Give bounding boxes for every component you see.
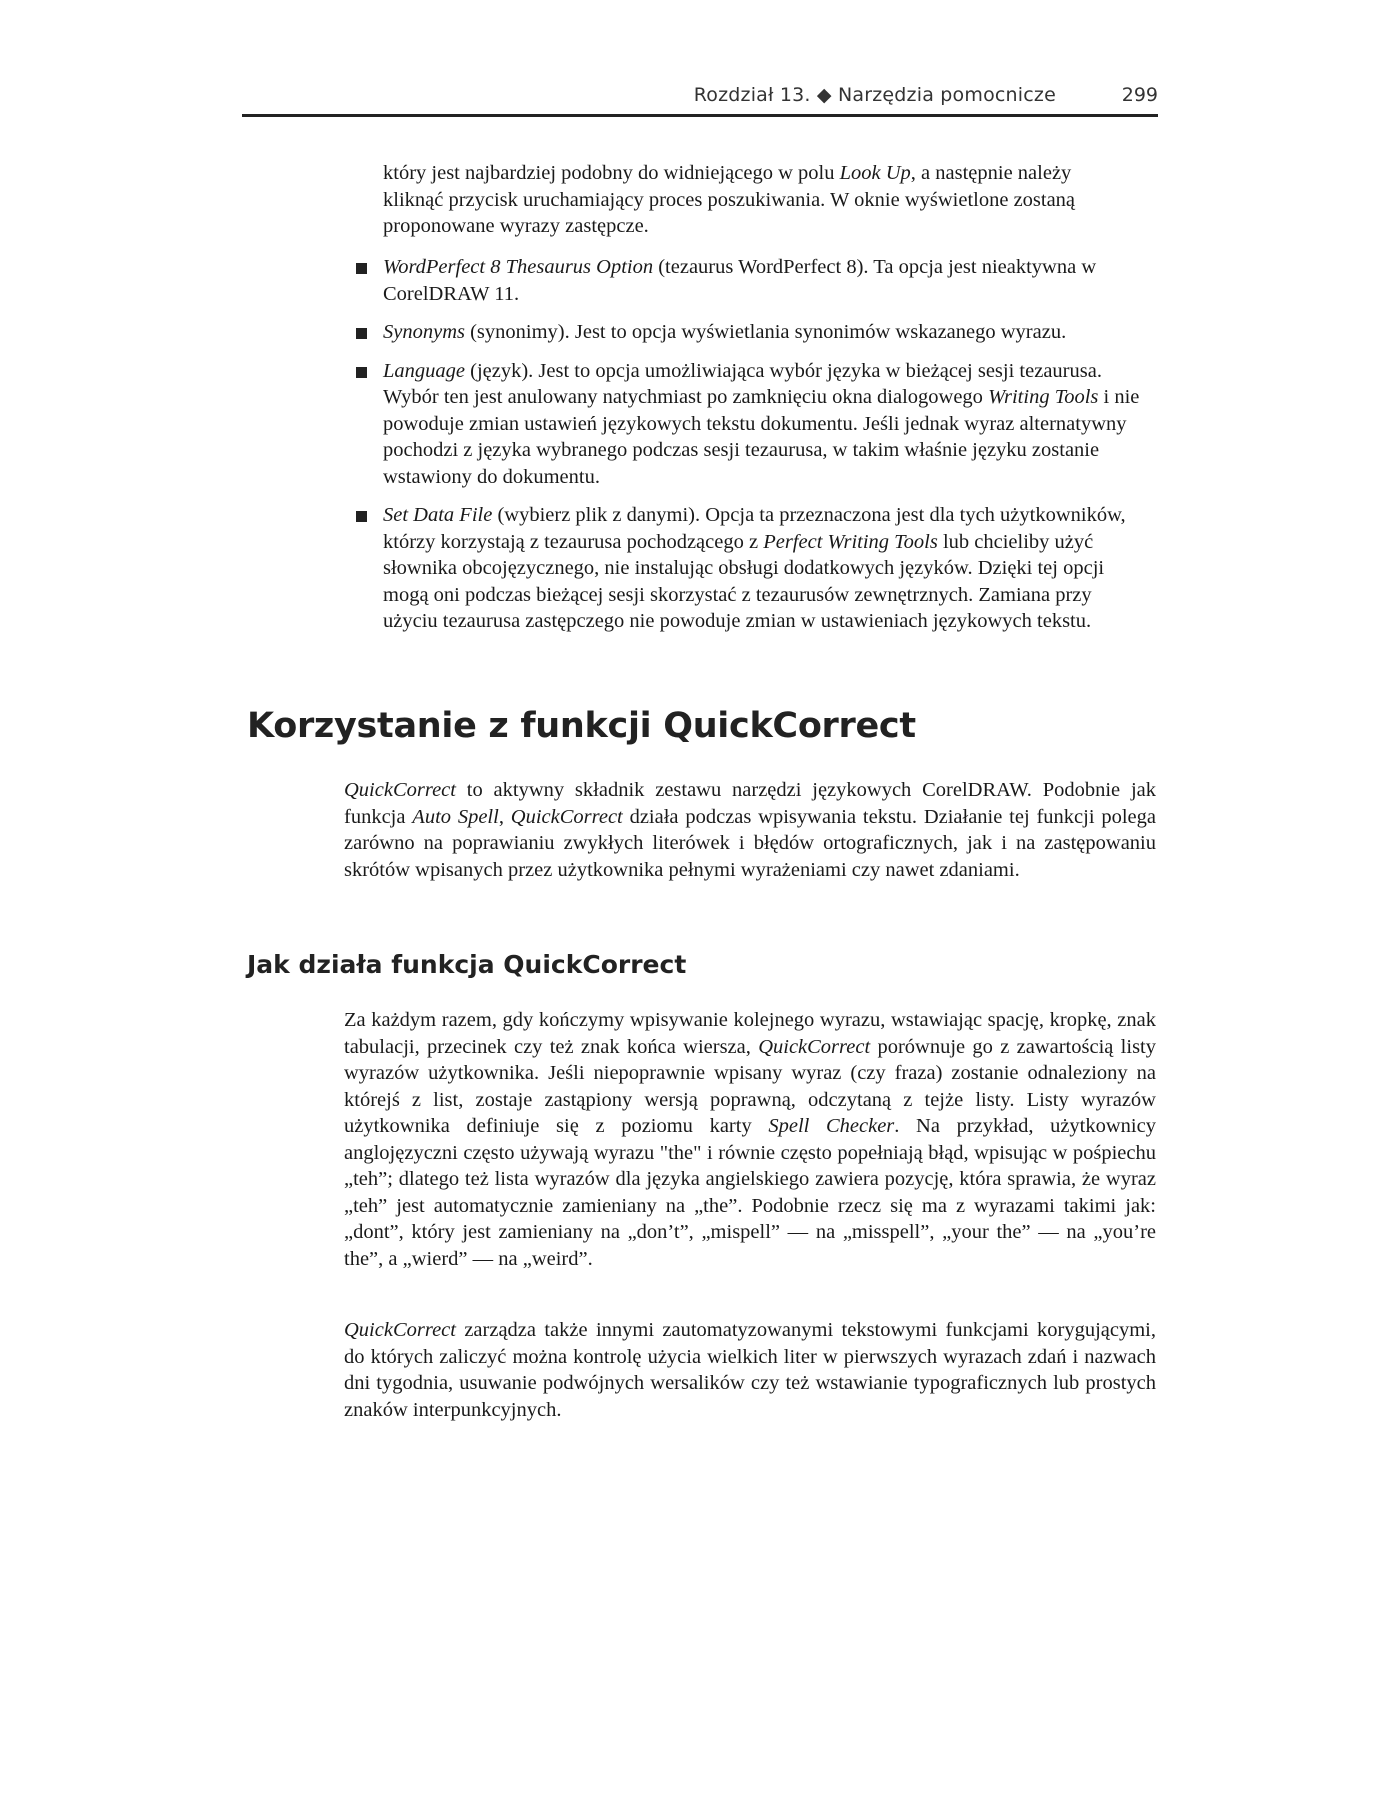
intro-text: który jest najbardziej podobny do widniejącego w polu [383,162,840,184]
bullet-icon [356,328,367,339]
bullet-icon [356,367,367,378]
section-heading: Korzystanie z funkcji QuickCorrect [247,706,916,746]
option-description: (tezaurus WordPerfect 8). Ta opcja jest nieaktywna w CorelDRAW 11. [383,256,1097,305]
list-item [354,319,1144,346]
section-paragraph [344,777,1156,883]
term-quickcorrect: QuickCorrect [344,1319,456,1341]
option-term: Set Data File [383,504,493,526]
option-term: WordPerfect 8 Thesaurus Option [383,256,654,278]
subsection-paragraph [344,1007,1156,1272]
term-quickcorrect: QuickCorrect [758,1035,871,1058]
paragraph-text: to aktywny składnik zestawu narzędzi językowych CorelDRAW. Podobnie jak funkcja [344,779,1156,828]
term-quickcorrect: QuickCorrect [344,779,456,801]
option-emphasis: Writing Tools [988,386,1099,408]
intro-text-end: , a następnie należy kliknąć przycisk uruchamiający proces poszukiwania. W oknie wyświetlone zostaną proponowane wyrazy zastępcze. [383,162,1076,237]
paragraph-text: działa podczas wpisywania tekstu. Działanie tej funkcji polega zarówno na poprawianiu zwykłych literówek i błędów ortograficznych, jak i na zastępowaniu skrótów wpisanych przez użytkownika pełnymi wyrażeniami czy nawet zdaniami. [344,805,1157,881]
paragraph-text: porównuje go z zawartością listy wyrazów użytkownika. Jeśli niepoprawnie wpisany wyraz (czy fraza) zostanie odnaleziony na którejś z list, zostaje zastąpiony wersją poprawną, odczytaną z tejże listy. Listy wyrazów użytkownika definiuje się z poziomu karty [344,1035,1156,1137]
option-emphasis: Perfect Writing Tools [763,530,938,553]
option-list [354,254,1144,647]
intro-lookup-term: Look Up [839,162,911,184]
term-auto-spell: Auto Spell [412,805,499,828]
list-item [354,502,1144,635]
option-description-end: i nie powoduje zmian ustawień językowych tekstu dokumentu. Jeśli jednak wyraz alternatywny pochodzi z języka wybranego podczas sesji tezaurusa, w takim właśnie języku zostanie wstawiony do dokumentu. [383,386,1140,488]
option-term: Language [383,359,465,382]
bullet-icon [356,511,367,522]
option-description: (wybierz plik z danymi). Opcja ta przeznaczona jest dla tych użytkowników, którzy korzystają z tezaurusa pochodzącego z [383,504,1126,553]
paragraph-text: , [498,805,511,828]
option-term: Synonyms [383,321,465,343]
option-description: (synonimy). Jest to opcja wyświetlania synonimów wskazanego wyrazu. [464,321,1067,343]
option-description: (język). Jest to opcja umożliwiająca wybór języka w bieżącej sesji tezaurusa. Wybór ten jest anulowany natychmiast po zamknięciu okna dialogowego [383,359,1102,408]
term-quickcorrect: QuickCorrect [510,805,623,828]
chapter-title: Rozdział 13. ◆ Narzędzia pomocnicze [693,84,1056,106]
list-item [354,254,1144,307]
option-description-end: lub chcieliby użyć słownika obcojęzycznego, nie instalując obsługi dodatkowych języków. Dzięki tej opcji mogą oni podczas bieżącej sesji skorzystać z tezaurusów zewnętrznych. Zamiana przy użyciu tezaurusa zastępczego nie powoduje zmian w ustawieniach językowych tekstu. [383,530,1105,632]
paragraph-text: . Na przykład, użytkownicy anglojęzyczni często używają wyrazu "the" i równie często popełniają błąd, wpisując w pośpiechu „teh”; dlatego też lista wyrazów dla języka angielskiego zawiera pozycję, która sprawia, że wyraz „teh” jest automatycznie zamieniany na „the”. Podobnie rzecz się ma z wyrazami takimi jak: „dont”, który jest zamieniany na „don’t”, „mispell” — na „misspell”, „your the” — na „you’re the”, a „wierd” — na „weird”. [344,1115,1156,1270]
running-header [242,84,1158,117]
subsection-paragraph [344,1317,1156,1423]
bullet-icon [356,263,367,274]
list-item [354,358,1144,491]
page-number: 299 [1121,84,1158,106]
intro-paragraph [383,160,1133,240]
paragraph-text: zarządza także innymi zautomatyzowanymi tekstowymi funkcjami korygującymi, do których zaliczyć można kontrolę użycia wielkich liter w pierwszych wyrazach zdań i nazwach dni tygodnia, usuwanie podwójnych wersalików czy też wstawianie typograficznych lub prostych znaków interpunkcyjnych. [344,1319,1156,1421]
term-spell-checker: Spell Checker [768,1115,895,1137]
paragraph-text: Za każdym razem, gdy kończymy wpisywanie kolejnego wyrazu, wstawiając spację, kropkę, znak tabulacji, przecinek czy też znak końca wiersza, [344,1009,1156,1058]
subsection-heading: Jak działa funkcja QuickCorrect [247,950,687,979]
